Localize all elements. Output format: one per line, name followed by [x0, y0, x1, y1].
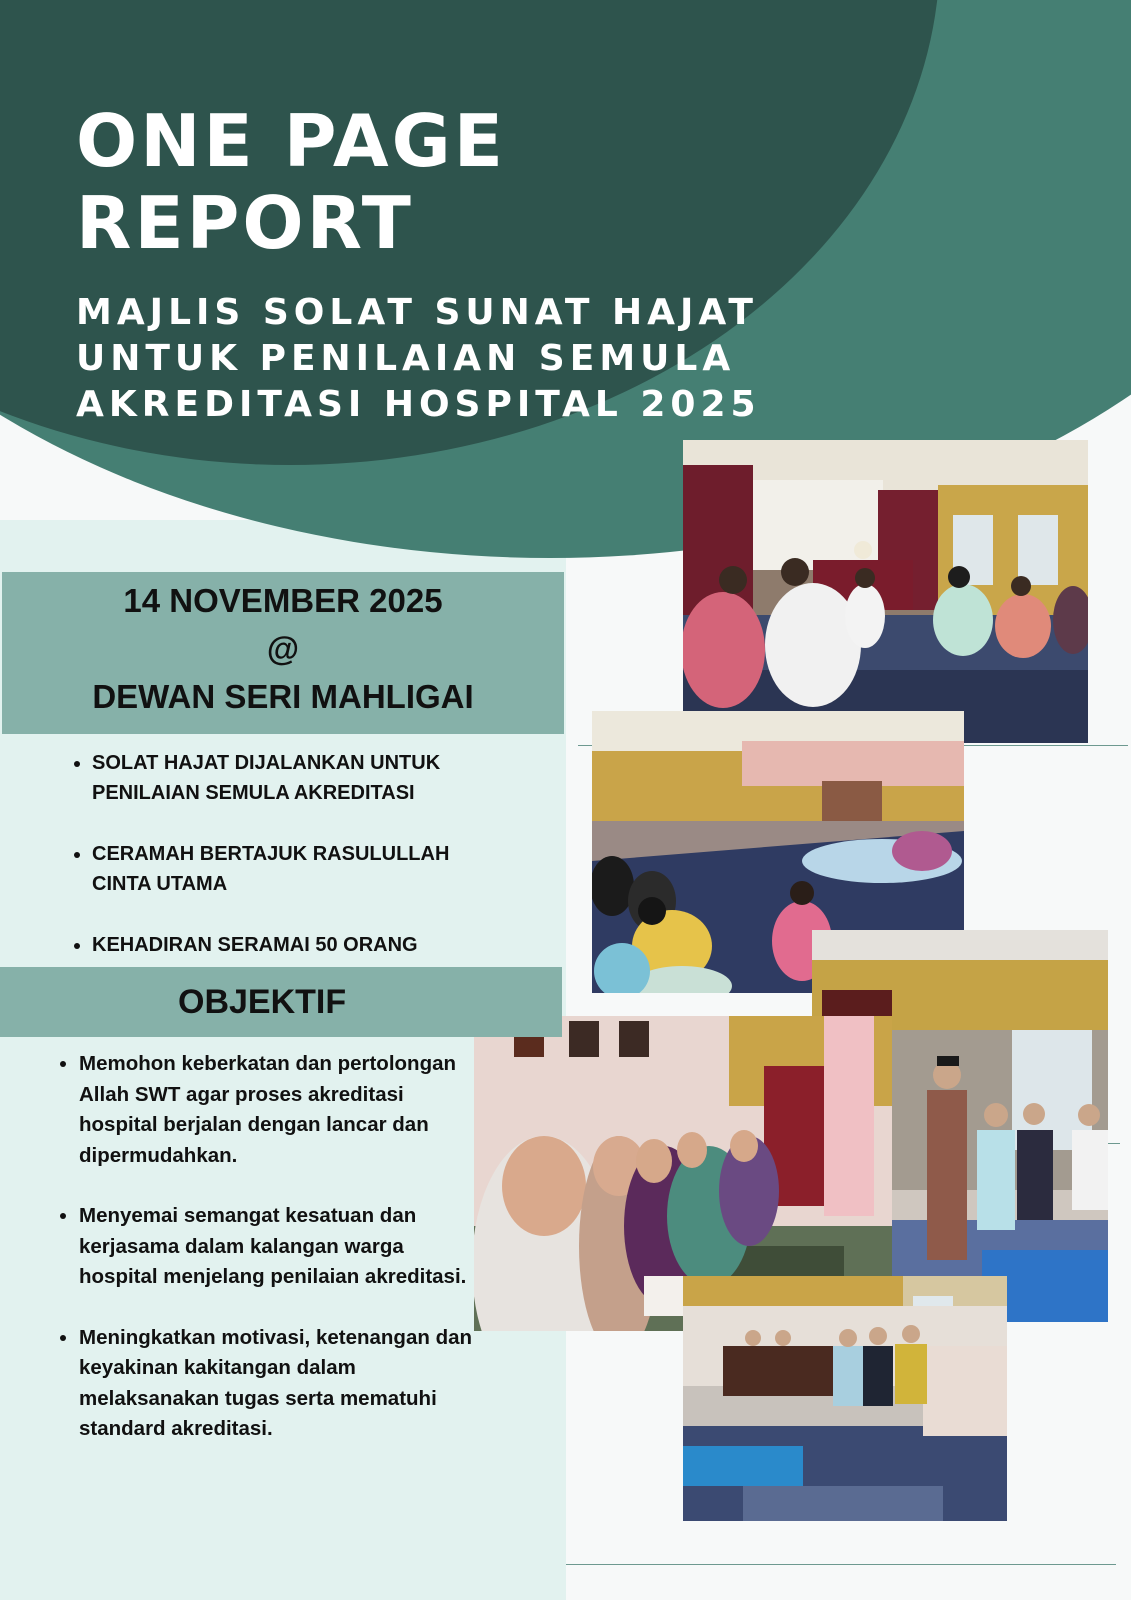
- event-date: 14 NOVEMBER 2025: [123, 582, 443, 619]
- subtitle-line-1: MAJLIS SOLAT SUNAT HAJAT: [76, 292, 758, 333]
- list-item: • Meningkatkan motivasi, ketenangan dan keyakinan kakitangan dalam melaksanakan tugas serta mematuhi standard akreditasi.: [79, 1323, 479, 1445]
- subtitle-line-3: AKREDITASI HOSPITAL 2025: [76, 384, 761, 425]
- date-venue-banner: [2, 572, 564, 734]
- event-venue: DEWAN SERI MAHLIGAI: [92, 678, 474, 715]
- list-item: • Menyemai semangat kesatuan dan kerjasama dalam kalangan warga hospital menjelang penilaian akreditasi.: [79, 1201, 479, 1293]
- event-photo-seated-row: [683, 1276, 1007, 1521]
- list-item: • KEHADIRAN SERAMAI 50 ORANG: [92, 930, 512, 960]
- list-item: • CERAMAH BERTAJUK RASULULLAH CINTA UTAMA: [92, 839, 512, 899]
- title-line-2: REPORT: [76, 181, 414, 265]
- list-item: • Memohon keberkatan dan pertolongan Allah SWT agar proses akreditasi hospital berjalan dengan lancar dan dipermudahkan.: [79, 1049, 479, 1171]
- divider-line: [566, 1564, 1116, 1565]
- list-item: • SOLAT HAJAT DIJALANKAN UNTUK PENILAIAN SEMULA AKREDITASI: [92, 748, 512, 808]
- objectives-list: [55, 1049, 479, 1475]
- at-symbol: @: [266, 630, 300, 667]
- objectives-heading-band: [0, 967, 562, 1037]
- page-title: [76, 100, 506, 264]
- title-line-1: ONE PAGE: [76, 99, 506, 183]
- event-subtitle: [76, 290, 836, 428]
- event-highlights-list: [70, 748, 512, 991]
- objectives-heading: OBJEKTIF: [178, 983, 347, 1021]
- event-photo-hall-front: [683, 440, 1088, 743]
- subtitle-line-2: UNTUK PENILAIAN SEMULA: [76, 338, 736, 379]
